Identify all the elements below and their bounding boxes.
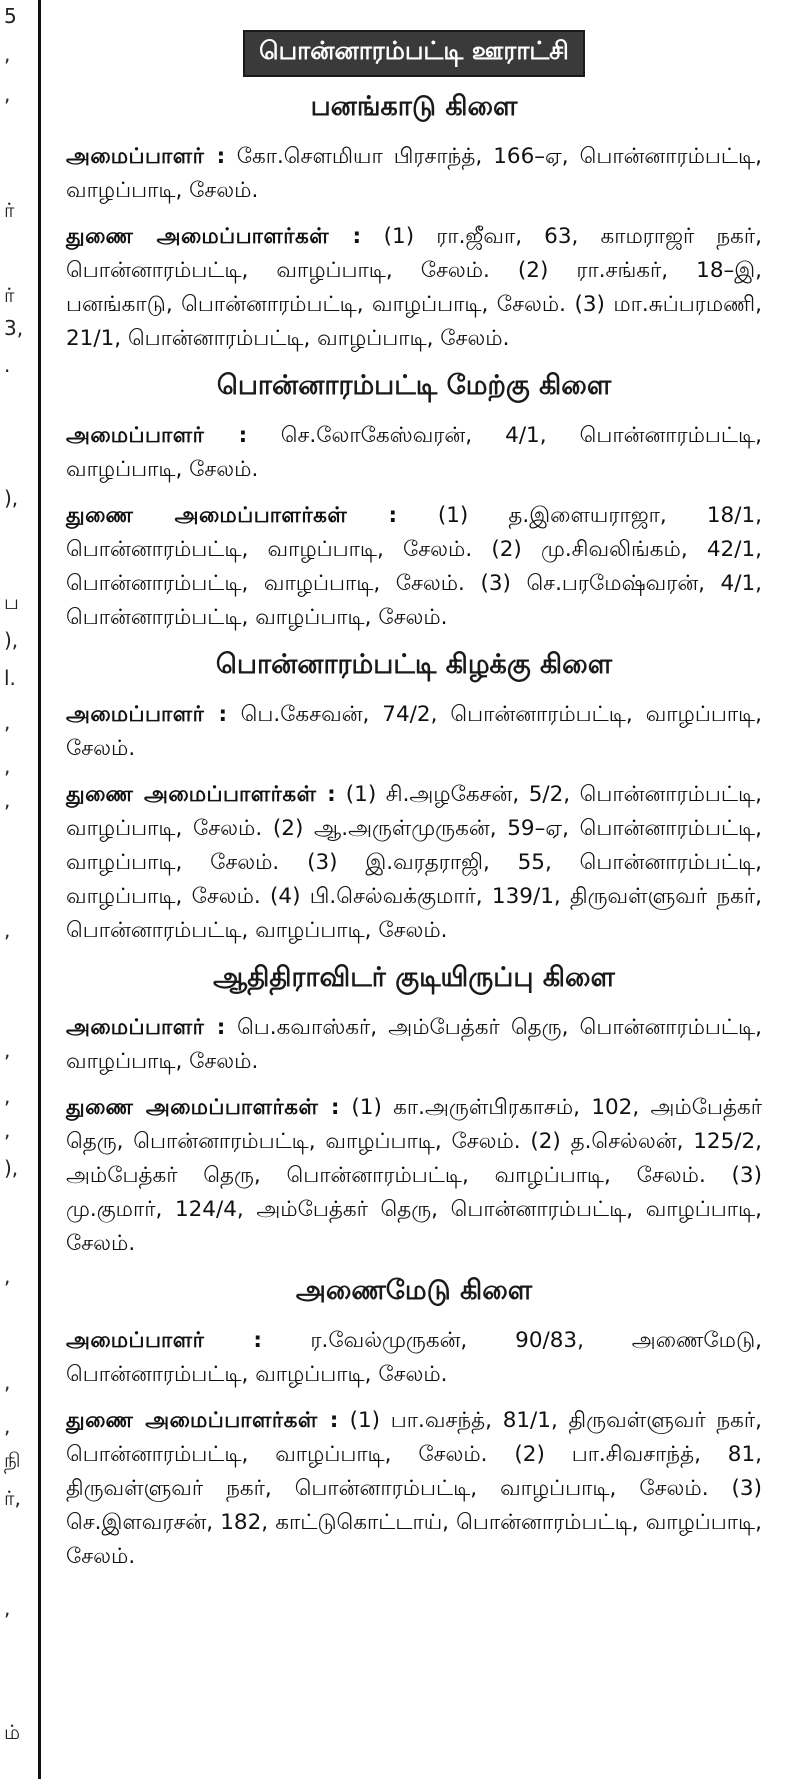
left-fragment: , [4,788,11,812]
left-fragment: , [4,754,11,778]
left-fragment: ), [4,486,19,510]
deputy-label: துணை அமைப்பாளர்கள் : [66,1408,339,1433]
organizer-text: செ.லோகேஸ்வரன், 4/1, பொன்னாரம்பட்டி, வாழப்பாடி, சேலம். [66,423,762,482]
deputy-label: துணை அமைப்பாளர்கள் : [66,224,362,249]
deputy-entry [66,1404,762,1574]
left-fragment: ர் [4,283,15,307]
organizer-label: அமைப்பாளர் : [66,1015,226,1040]
left-fragment: 5 [4,4,17,28]
section-title: பனங்காடு கிளை [310,91,518,122]
panchayat-banner: பொன்னாரம்பட்டி ஊராட்சி [243,30,585,77]
organizer-text: ர.வேல்முருகன், 90/83, அணைமேடு, பொன்னாரம்பட்டி, வாழப்பாடி, சேலம். [66,1328,762,1387]
section-adi-dravidar [66,962,762,1261]
left-fragment: , [4,82,11,106]
deputy-entry [66,1091,762,1261]
article-column [66,0,762,1586]
deputy-entry [66,220,762,356]
left-fragment: , [4,1038,11,1062]
organizer-text: பெ.கேசவன், 74/2, பொன்னாரம்பட்டி, வாழப்பாடி, சேலம். [66,702,762,761]
organizer-entry [66,698,762,766]
left-fragment: , [4,1264,11,1288]
left-fragment: , [4,1370,11,1394]
organizer-label: அமைப்பாளர் : [66,423,248,448]
deputy-text: (1) சி.அழகேசன், 5/2, பொன்னாரம்பட்டி, வாழப்பாடி, சேலம். (2) ஆ.அருள்முருகன், 59–ஏ, பொன்னாரம்பட்டி, வாழப்பாடி, சேலம். (3) இ.வரதராஜி, 55, பொன்னாரம்பட்டி, வாழப்பாடி, சேலம். (4) பி.செல்வக்குமார், 139/1, திருவள்ளுவர் நகர், பொன்னாரம்பட்டி, வாழப்பாடி, சேலம். [66,782,762,943]
organizer-entry [66,140,762,208]
left-fragment: ர், [4,1486,21,1510]
deputy-label: துணை அமைப்பாளர்கள் : [66,1095,341,1120]
organizer-entry [66,1011,762,1079]
organizer-label: அமைப்பாளர் : [66,702,228,727]
left-fragment: , [4,1414,11,1438]
left-fragment: , [4,1118,11,1142]
left-fragment: நி [4,1448,21,1472]
left-column-fragments [0,0,38,1779]
left-fragment: 3, [4,316,24,340]
organizer-label: அமைப்பாளர் : [66,144,226,169]
deputy-entry [66,499,762,635]
left-fragment: , [4,1596,11,1620]
deputy-entry [66,778,762,948]
left-fragment: ர் [4,198,15,222]
section-title: அணைமேடு கிளை [295,1275,533,1306]
organizer-text: கோ.சௌமியா பிரசாந்த், 166–ஏ, பொன்னாரம்பட்டி, வாழப்பாடி, சேலம். [66,144,762,203]
left-fragment: ம் [4,1720,21,1744]
left-fragment: l. [4,666,16,690]
deputy-text: (1) கா.அருள்பிரகாசம், 102, அம்பேத்கர் தெரு, பொன்னாரம்பட்டி, வாழப்பாடி, சேலம். (2) த.செல்லன், 125/2, அம்பேத்கர் தெரு, பொன்னாரம்பட்டி, வாழப்பாடி, சேலம். (3) மு.குமார், 124/4, அம்பேத்கர் தெரு, பொன்னாரம்பட்டி, வாழப்பாடி, சேலம். [66,1095,762,1256]
left-fragment: . [4,353,11,377]
left-fragment: ), [4,1156,19,1180]
section-anaimedu [66,1275,762,1574]
banner-wrap [66,0,762,77]
deputy-text: (1) த.இளையராஜா, 18/1, பொன்னாரம்பட்டி, வாழப்பாடி, சேலம். (2) மு.சிவலிங்கம், 42/1, பொன்னாரம்பட்டி, வாழப்பாடி, சேலம். (3) செ.பரமேஷ்வரன், 4/1, பொன்னாரம்பட்டி, வாழப்பாடி, சேலம். [66,503,762,630]
left-fragment: , [4,710,11,734]
organizer-label: அமைப்பாளர் : [66,1328,263,1353]
section-title: பொன்னாரம்பட்டி மேற்கு கிளை [216,370,612,401]
organizer-entry [66,419,762,487]
left-fragment: , [4,42,11,66]
organizer-entry [66,1324,762,1392]
organizer-text: பெ.கவாஸ்கர், அம்பேத்கர் தெரு, பொன்னாரம்பட்டி, வாழப்பாடி, சேலம். [66,1015,762,1074]
deputy-text: (1) பா.வசந்த், 81/1, திருவள்ளுவர் நகர், பொன்னாரம்பட்டி, வாழப்பாடி, சேலம். (2) பா.சிவசாந்த், 81, திருவள்ளுவர் நகர், பொன்னாரம்பட்டி, வாழப்பாடி, சேலம். (3) செ.இளவரசன், 182, காட்டுகொட்டாய், பொன்னாரம்பட்டி, வாழப்பாடி, சேலம். [66,1408,762,1569]
left-fragment: , [4,1084,11,1108]
section-ponnarampatti-east [66,649,762,948]
deputy-label: துணை அமைப்பாளர்கள் : [66,782,337,807]
section-title: பொன்னாரம்பட்டி கிழக்கு கிளை [215,649,613,680]
left-fragment: ), [4,628,19,652]
deputy-label: துணை அமைப்பாளர்கள் : [66,503,398,528]
left-fragment: ப [4,590,19,614]
column-divider [38,0,41,1779]
left-fragment: , [4,918,11,942]
deputy-text: (1) ரா.ஜீவா, 63, காமராஜர் நகர், பொன்னாரம்பட்டி, வாழப்பாடி, சேலம். (2) ரா.சங்கர், 18–இ, பனங்காடு, பொன்னாரம்பட்டி, வாழப்பாடி, சேலம். (3) மா.சுப்பரமணி, 21/1, பொன்னாரம்பட்டி, வாழப்பாடி, சேலம். [66,224,762,351]
section-panankadu [66,91,762,356]
section-ponnarampatti-west [66,370,762,635]
section-title: ஆதிதிராவிடர் குடியிருப்பு கிளை [213,962,615,993]
